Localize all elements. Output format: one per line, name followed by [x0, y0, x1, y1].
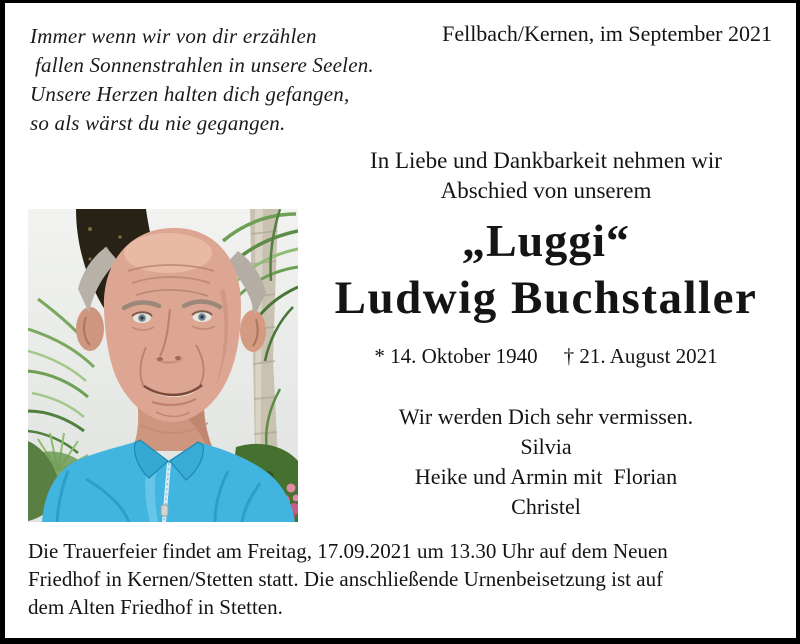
deceased-nickname: „Luggi“	[461, 215, 631, 266]
intro-line-1: In Liebe und Dankbarkeit nehmen wir	[370, 148, 722, 173]
mourner-name: Silvia	[520, 434, 572, 459]
poem-line: fallen Sonnenstrahlen in unsere Seelen.	[35, 53, 374, 77]
birth-date: * 14. Oktober 1940	[374, 344, 538, 368]
place-dateline: Fellbach/Kernen, im September 2021	[442, 21, 772, 46]
portrait-photo	[28, 209, 298, 522]
poem-line: Unsere Herzen halten dich gefangen,	[30, 82, 350, 106]
mourner-name: Christel	[511, 494, 581, 519]
funeral-information	[28, 537, 668, 621]
intro-line-2: Abschied von unserem	[440, 178, 652, 203]
funeral-info-line: Friedhof in Kernen/Stetten statt. Die anschließende Urnenbeisetzung ist auf	[28, 567, 664, 591]
death-date: † 21. August 2021	[563, 344, 718, 368]
announcement-column	[316, 146, 776, 522]
farewell-line: Wir werden Dich sehr vermissen.	[398, 404, 694, 429]
life-dates	[316, 342, 776, 370]
poem-line: Immer wenn wir von dir erzählen	[30, 24, 317, 48]
memorial-poem	[30, 22, 374, 138]
funeral-info-line: Die Trauerfeier findet am Freitag, 17.09.2021 um 13.30 Uhr auf dem Neuen	[28, 539, 668, 563]
portrait-illustration	[28, 209, 298, 522]
poem-line: so als wärst du nie gegangen.	[30, 111, 286, 135]
deceased-name: Ludwig Buchstaller	[334, 272, 758, 324]
mourner-name: Heike und Armin mit Florian	[414, 464, 678, 489]
funeral-info-line: dem Alten Friedhof in Stetten.	[28, 595, 283, 619]
